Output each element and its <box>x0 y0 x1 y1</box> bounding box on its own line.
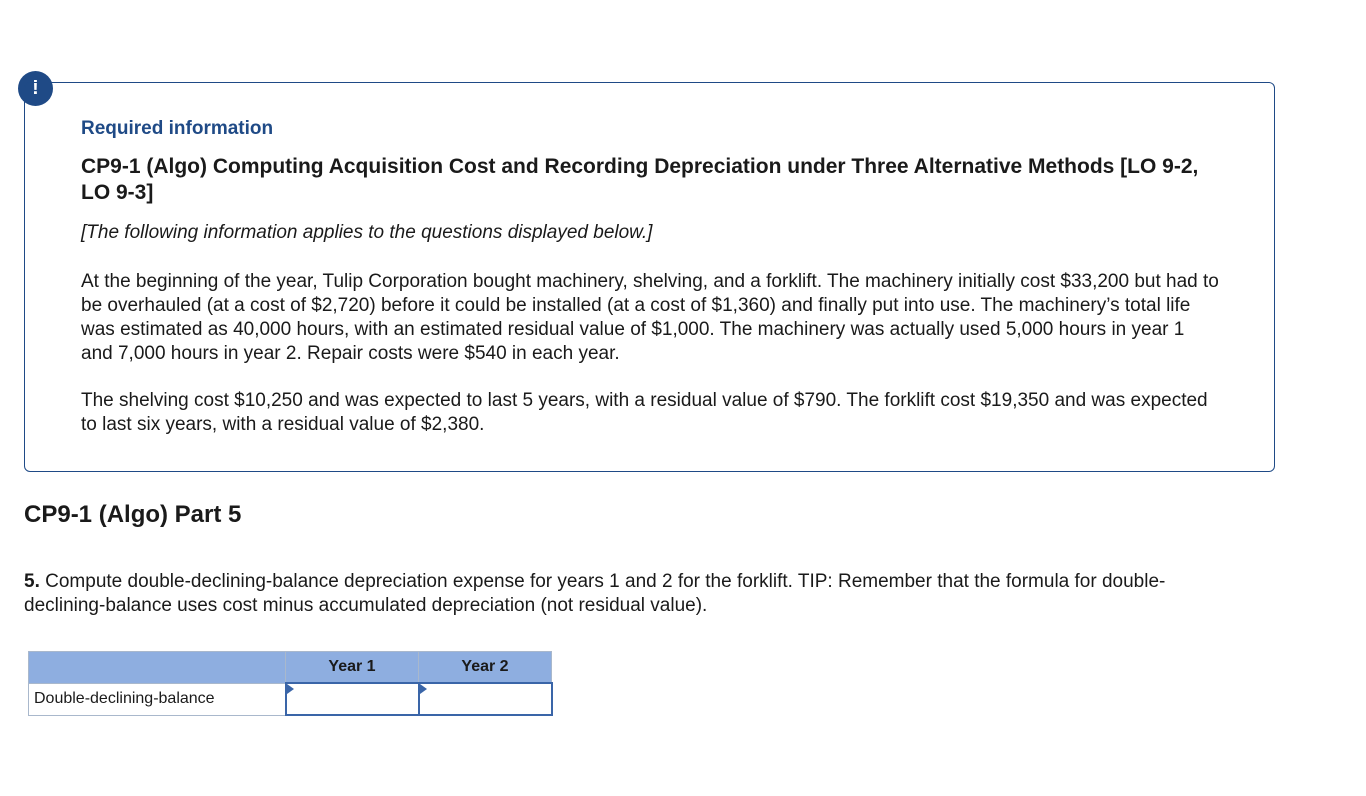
part-heading: CP9-1 (Algo) Part 5 <box>24 501 242 528</box>
year-2-cell <box>419 683 552 715</box>
year-2-input[interactable] <box>420 685 551 713</box>
header-year-1: Year 1 <box>286 652 419 684</box>
answer-table <box>28 651 553 716</box>
problem-title: CP9-1 (Algo) Computing Acquisition Cost and Recording Depreciation under Three Alternative Methods [LO 9-2, LO 9-3] <box>81 155 1199 204</box>
year-1-cell <box>286 683 419 715</box>
row-label-ddb: Double-declining-balance <box>29 683 286 715</box>
table-row <box>29 683 552 715</box>
header-year-2: Year 2 <box>419 652 552 684</box>
question-number: 5. <box>24 571 40 592</box>
input-marker-icon <box>420 684 427 694</box>
header-blank <box>29 652 286 684</box>
required-information-label: Required information <box>81 118 274 139</box>
year-1-input[interactable] <box>287 685 418 713</box>
question-body: Compute double-declining-balance depreciation expense for years 1 and 2 for the forklift. TIP: Remember that the formula for double-declining-balance uses cost minus accumulated depreciation (not residual value). <box>24 571 1166 616</box>
applies-note: [The following information applies to the questions displayed below.] <box>81 222 653 243</box>
alert-icon: ! <box>18 71 53 106</box>
problem-paragraph-shelving-forklift: The shelving cost $10,250 and was expected to last 5 years, with a residual value of $790. The forklift cost $19,350 and was expected to last six years, with a residual value of $2,380. <box>81 390 1208 435</box>
input-marker-icon <box>287 684 294 694</box>
answer-table-header-row <box>29 652 552 684</box>
problem-paragraph-machinery: At the beginning of the year, Tulip Corporation bought machinery, shelving, and a forklift. The machinery initially cost $33,200 but had to be overhauled (at a cost of $2,720) before it could be installed (at a cost of $1,360) and finally put into use. The machinery’s total life was estimated as 40,000 hours, with an estimated residual value of $1,000. The machinery was actually used 5,000 hours in year 1 and 7,000 hours in year 2. Repair costs were $540 in each year. <box>81 271 1219 364</box>
question-text <box>24 570 1224 618</box>
